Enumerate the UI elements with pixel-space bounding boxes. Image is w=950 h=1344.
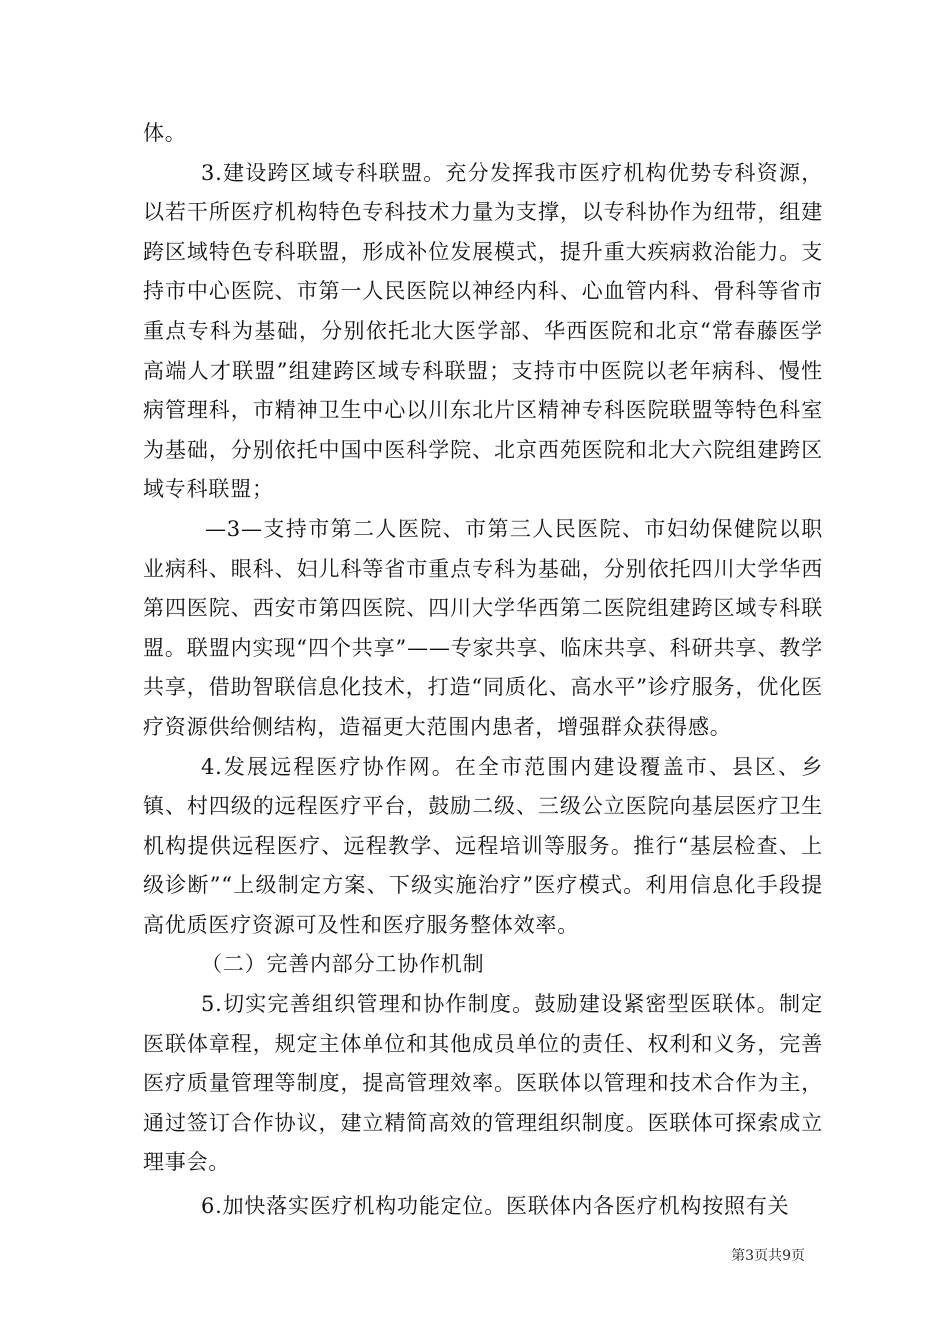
paragraph-item-6: 6.加快落实医疗机构功能定位。医联体内各医疗机构按照有关 [201,1194,790,1219]
paragraph-item-3-continued: —3—支持市第二人医院、市第三人民医院、市妇幼保健院以职业病科、眼科、妇儿科等省市重点专科为基础，分别依托四川大学华西第四医院、西安市第四医院、四川大学华西第二医院组建跨区域专科联盟。联盟内实现“四个共享”——专家共享、临床共享、科研共享、教学共享，借助智联信息化技术，打造“同质化、高水平”诊疗服务，优化医疗资源供给侧结构，造福更大范围内患者，增强群众获得感。 [143,516,823,739]
paragraph-continuation: 体。 [143,121,187,145]
section-heading-2: （二）完善内部分工协作机制 [201,952,485,977]
paragraph-item-3: 3.建设跨区域专科联盟。充分发挥我市医疗机构优势专科资源，以若干所医疗机构特色专科技术力量为支撑，以专科协作为纽带，组建跨区域特色专科联盟，形成补位发展模式，提升重大疾病救治能力。支持市中心医院、市第一人民医院以神经内科、心血管内科、骨科等省市重点专科为基础，分别依托北大医学部、华西医院和北京“常春藤医学高端人才联盟”组建跨区域专科联盟；支持市中医院以老年病科、慢性病管理科，市精神卫生中心以川东北片区精神专科医院联盟等特色科室为基础，分别依托中国中医科学院、北京西苑医院和北大六院组建跨区域专科联盟； [143,160,823,502]
paragraph-item-4: 4.发展远程医疗协作网。在全市范围内建设覆盖市、县区、乡镇、村四级的远程医疗平台，鼓励二级、三级公立医院向基层医疗卫生机构提供远程医疗、远程教学、远程培训等服务。推行“基层检查、上级诊断”“上级制定方案、下级实施治疗”医疗模式。利用信息化手段提高优质医疗资源可及性和医疗服务整体效率。 [143,754,823,937]
paragraph-item-5: 5.切实完善组织管理和协作制度。鼓励建设紧密型医联体。制定医联体章程，规定主体单位和其他成员单位的责任、权利和义务，完善医疗质量管理等制度，提高管理效率。医联体以管理和技术合作为主，通过签订合作协议，建立精简高效的管理组织制度。医联体可探索成立理事会。 [143,992,823,1175]
document-body [143,114,823,1227]
page-number-footer: 第3页共9页 [731,1248,805,1264]
